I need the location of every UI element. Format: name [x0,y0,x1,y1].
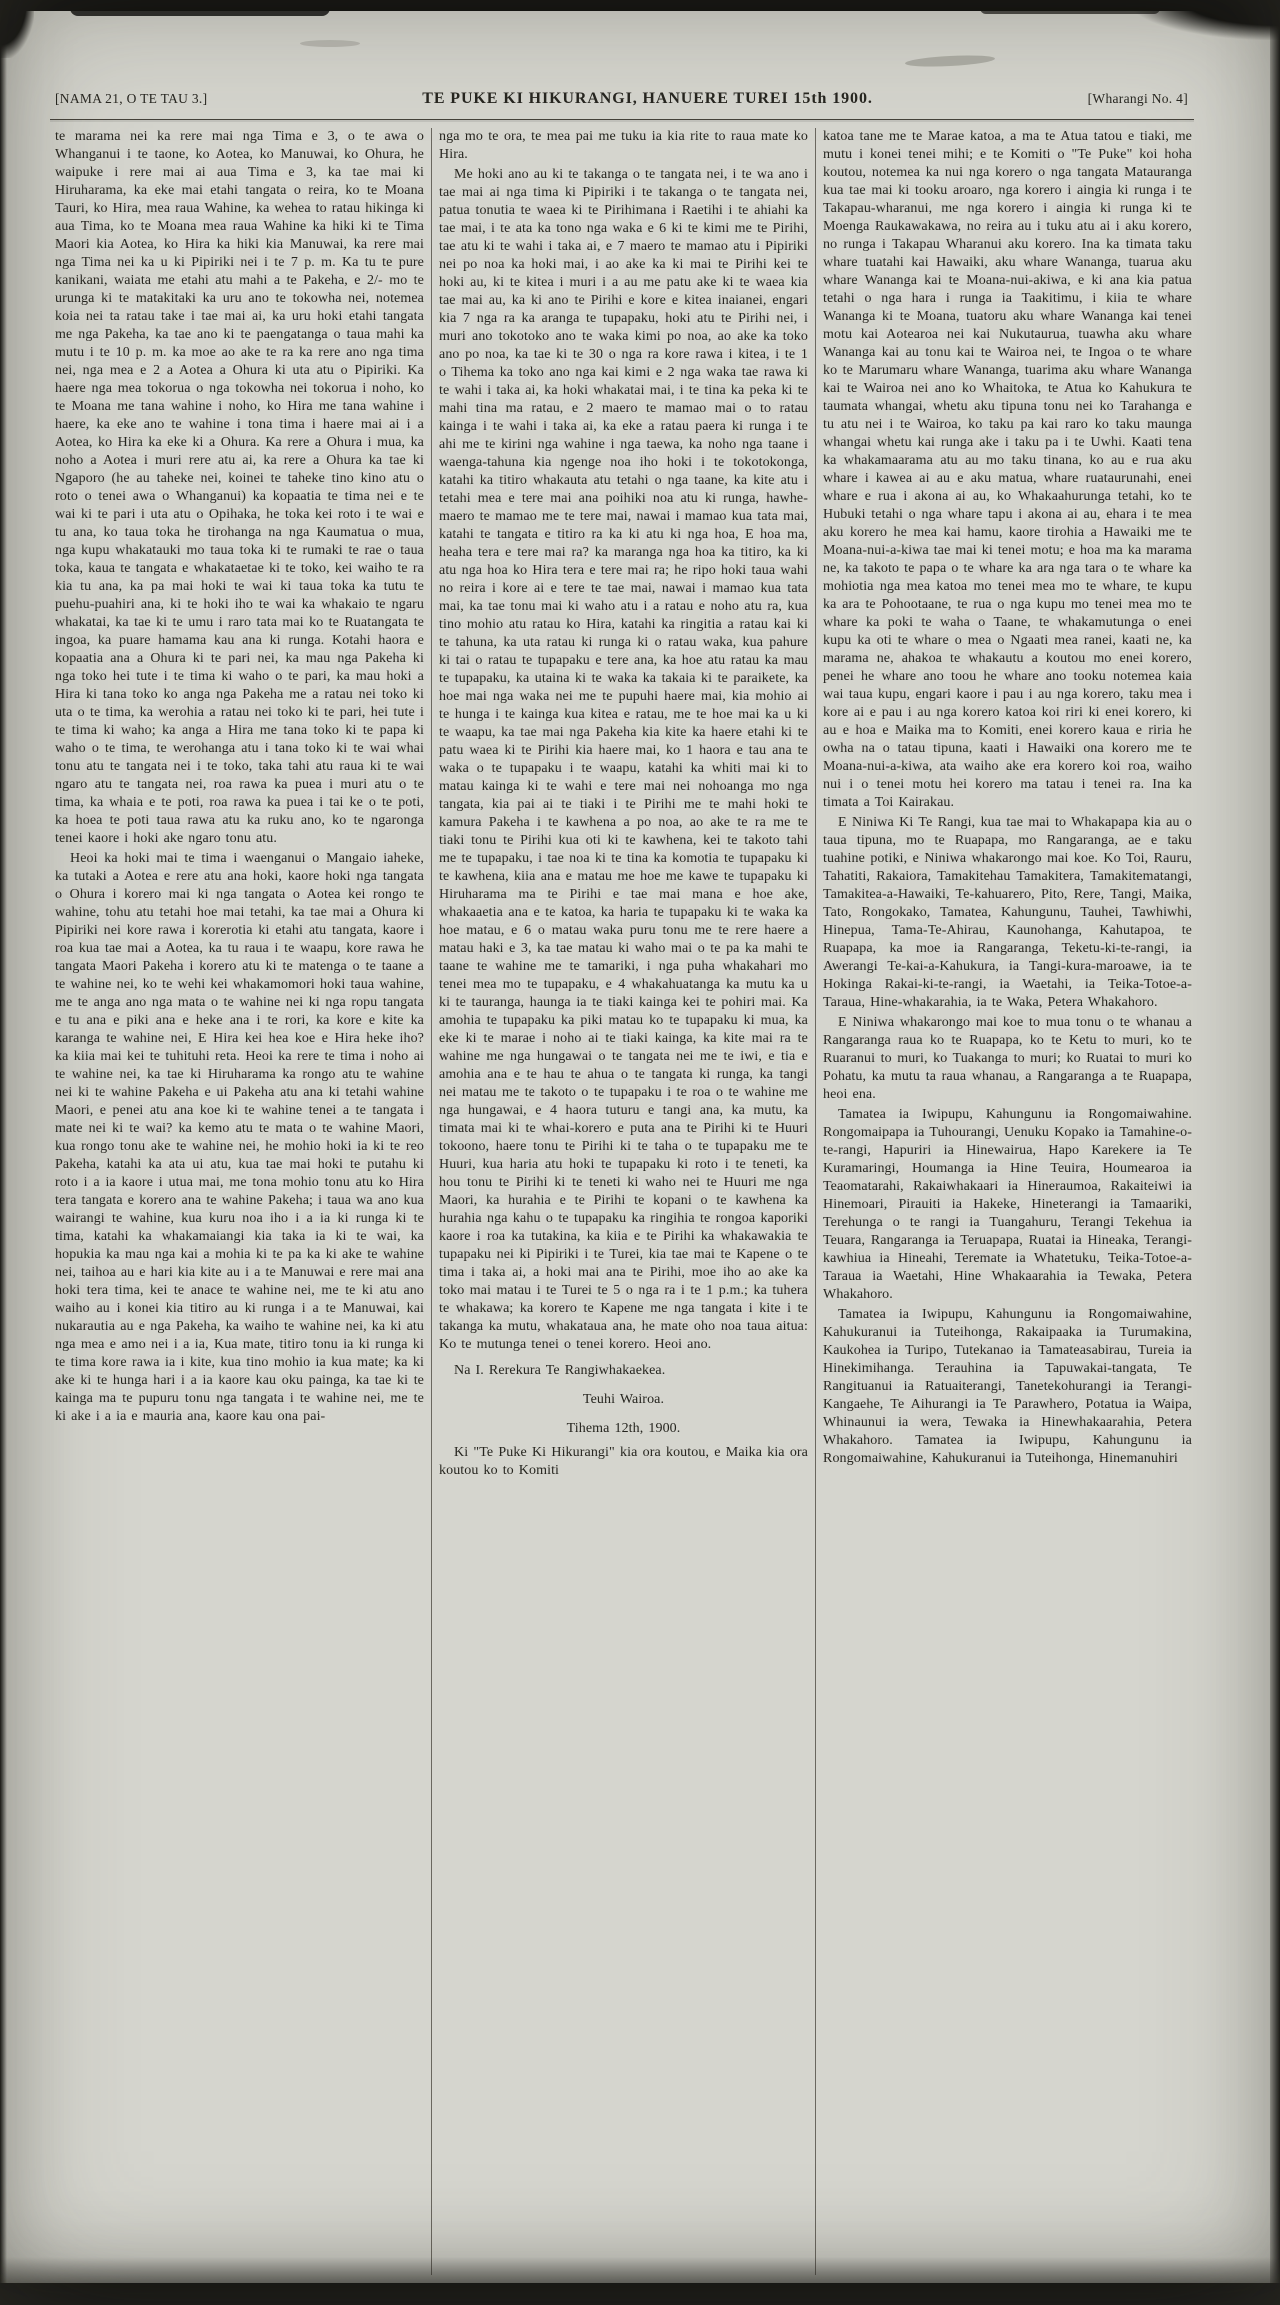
newspaper-title: TE PUKE KI HIKURANGI, HANUERE TUREI 15th 1900. [422,90,873,107]
column-2 [439,128,808,2275]
scan-smudge [905,54,995,69]
column-divider [815,128,816,2275]
paragraph: Na I. Rerekura Te Rangiwhakaekea. [454,1363,666,1378]
paragraph: Tamatea ia Iwipupu, Kahungunu ia Rongomaiwahine, Kahukuranui ia Tuteihonga, Rakaipaaka ia Turumakina, Kaukohea ia Turipo, Tutekanao ia Tamateasabirau, Tureia ia Hinekimihanga. Terauhina ia Tapuwakai-tangata, Te Rangituanui ia Ratuaiterangi, Tanetekohurangi ia Terangi-Kangaehe, Te Aihurangi ia Te Parawhero, Potatua ia Waipa, Whinaunui ia wera, Tewaka ia Hinewhakaarahia, Petera Whakahoro. Tamatea ia Iwipupu, Kahungunu ia Rongomaiwahine, Kahukuranui ia Tuteihonga, Hinemanuhiri [823,1307,1192,1466]
masthead [55,90,1188,108]
scan-edge-left [0,0,7,2305]
article-columns [55,128,1192,2275]
page-number: [Wharangi No. 4] [1087,91,1188,106]
paragraph: Tihema 12th, 1900. [566,1421,681,1436]
paragraph: E Niniwa Ki Te Rangi, kua tae mai to Whakapapa kia au o taua tipuna, mo te Ruapapa, mo Rangaranga, ae e taku tuahine potiki, e Niniwa whakarongo mai koe. Ko Toi, Rauru, Tahatiti, Rakaiora, Tamakitehau Tamakitera, Tamakitematangi, Tamakitea-a-Hawaiki, Te-kahuarero, Pito, Rere, Tangi, Maika, Tato, Rongokako, Tamatea, Kahungunu, Tauhei, Tawhiwhi, Hinepua, Tama-Te-Ahirau, Kaunohanga, Kahutapoa, te Ruapapa, ka moe ia Rangaranga, Teketu-ki-te-rangi, ia Awerangi Te-kai-a-Kahukura, ia Tangi-kura-maroawe, ia te Hokinga Rakai-ki-te-rangi, ia Waetahi, ia Teika-Totoe-a-Taraua, Hine-whakarahia, ia te Waka, Petera Whakahoro. [823,815,1192,1010]
column-divider [431,128,432,2275]
column-1 [55,128,424,2275]
scan-edge-right [1270,0,1280,2305]
paragraph: nga mo te ora, te mea pai me tuku ia kia rite to raua mate ko Hira. [439,129,808,162]
paragraph: te marama nei ka rere mai nga Tima e 3, o te awa o Whanganui i te taone, ko Aotea, ko Manuwai, ko Ohura, he waipuke i rere mai ai aua Tima e 3, ka tae mai ki Hiruharama, ka eke mai etahi tangata o reira, ko te Moana Tauri, ko Hira, mea raua Wahine, ka wehea to ratau hikinga ki aua Tima, ko te Moana mea raua Wahine ka hiki ki te Tima Maori kia Aotea, ko Hira ka hiki kia Manuwai, ka rere mai nga Tima nei ka u ki Pipiriki nei i te 7 p. m. Ka tu te pure kanikani, waiata me etahi atu mahi a te Pakeha, e 2/- mo te urunga ki te matakitaki ka uru ano te tokowha nei, notemea koia nei ta ratau take i tae mai ai, ka uru hoki etahi tangata me nga Pakeha, ka tae ano ki te paengatanga o taua mahi ka mutu i te 10 p. m. ka moe ao ake te ra ka rere ano nga tima nei, nga mea e 2 a Aotea a Ohura ki uta atu o Pipiriki. Ka haere nga mea tokorua o nga tokowha nei tokorua i noho, ko te Moana me tana wahine i noho, ko Hira me tana wahine i haere, ka eke ano te wahine i tona tima i haere mai ai i a Aotea, ko Hira ka eke ki a Ohura. Ka rere a Ohura i mua, ka noho a Aotea i muri rere atu ai, ka rere a Ohura ka tae ki Ngaporo (he au taheke nei, koinei te taheke tino kino atu o roto o tenei awa o Whanganui) ka kopaatia te tima nei e te wai ki te pari i uta atu o Opihaka, he toka kei roto i te wai e tu ana, ko taua toka he tirohanga na nga Kaumatua o mua, nga kupu whakatauki mo taua toka ki te rumaki te rae o taua toka, kaua te tangata e whakataetae ki te toko, kei waiho te ra kia tu ana, ka pa mai hoki te wai ki taua toka ka tutu te puehu-puahiri ana, ki te hoki iho te wai ka whakaio te ngaru whakatai, ka tae ki te umu i raro tata mai ko te Ruatangata te ingoa, ka puare hamama kau ana ki runga. Kotahi haora e kopaatia ana a Ohura ki te pari nei, ka mau nga Pakeha ki nga toko hei tute i te tima ki waho o te pari, ka mau hoki a Hira ki tana toko ko anga nga Pakeha me a ratau nei toko ki uta o te tima, ka werohia a ratau nei toko ki te pari, hei tute i te tima ki waho; ka anga a Hira me tana toko ki te papa ki waho o te tima, te werohanga atu i tana toko ki te wai whai tonu atu te tangata nei i te toko, taka tahi atu raua ki te wai ngaro atu te tangata nei, roa rawa ka puea i muri atu o te tima, ka whaia e te poti, roa rawa ka puea i tai ke o te poti, ka hoea te poti taua rawa atu ka ruku ano, ko te ngaronga tenei kaore i hoki ake ngaro tonu atu. [55,129,424,846]
paragraph: Ki "Te Puke Ki Hikurangi" kia ora koutou, e Maika kia ora koutou ko to Komiti [439,1445,808,1478]
paragraph: Heoi ka hoki mai te tima i waenganui o Mangaio iaheke, ka tutaki a Aotea e rere atu ana hoki, kaore hoki nga tangata o Ohura i korero mai ki nga tangata o Aotea kei rongo te wahine, tohu atu tetahi hoe mai tetahi, ka tae mai a Ohura ki Pipiriki nei kore rawa i korerotia ki etahi atu tangata, kaore i roa kua tae mai a Aotea, ka tu raua i te waapu, kore rawa he tangata Maori Pakeha i korero atu ki te matenga o te taane a te wahine nei, ko te wehi kei whakamomori hoki taua wahine, me te anga ano nga mata o te wahine nei ki nga ropu tangata e tu ana e piki ana e heke ana i te rori, ka kore e kite ka karanga te wahine nei, E Hira kei hea koe e Hira heke iho? ka kiia mai kei te tuhituhi reta. Heoi ka rere te tima i noho ai te wahine nei, ka tae ki Hiruharama ka rongo atu te wahine nei ki te wahine Pakeha e ui Pakeha atu ana ki tetahi wahine Maori, e penei atu ana koe ki te wahine tenei a te tangata i mate nei ki te wai? ka kemo atu te mata o te wahine Maori, kua rongo tonu ake te wahine nei, he mohio hoki ia ki te reo Pakeha, katahi ka ata ui atu, kua tae mai hoki te putahu ki roto i a ia kaore i utua mai, me tona mohio tonu atu ko Hira tera tangata e korero ana te wahine Pakeha; i taua wa ano kua wairangi te wahine, kua kuru noa iho i a ia ki runga ki te tima, katahi ka whakamaiangi kia taka ia ki te wai, ka hopukia ka mau nga kai a mohia ki te pa ka ki ake te wahine nei, taihoa au e hari kia kite au i a te Manuwai e rere mai ana hoki tera tima, kei te anace te wahine nei, me te ki atu ano waiho au i konei kia titiro au ki runga i a te Manuwai, kai nukarautia au e nga Pakeha, ka waiho te wahine nei, ka ki atu nga mea e amo nei i a ia, Kua mate, titiro tonu ia ki runga ki te tima kore rawa ia i kite, kua tino mohio ia kua mate; ka ki ake ki te hunga hari i a ia kaore kau oku painga, ka tae ki te kainga ma te pupuru tonu nga tangata i te wahine nei, me te ki ake i a ia e mauria ana, kaore kau ona pai- [55,851,424,1424]
scan-corner-artifact [1130,0,1280,40]
paragraph: Me hoki ano au ki te takanga o te tangata nei, i te wa ano i tae mai ai nga tima ki Pipiriki i te takanga o te tangata nei, patua tonutia te waea ki te Pirihimana i Raetihi i te ahiahi ka tae mai, i te ata ka tono nga waka e 6 ki te kimi me te Pirihi, tae atu ki te wahi i taka ai, e 7 maero te mamao atu i Pipiriki nei po noa ka hoki mai, i ao ake ka ki mai te Pirihi kei te hoki au, ki te kitea i muri i a au me patu ake ki te waea kia tae mai au, ka ki ano te Pirihi e kore e kitea inaianei, engari kia 7 nga ra ka aranga te tupapaku, hoki atu te Pirihi nei, i muri ano tokotoko ano te waka kimi po noa, ao ake ka toko ano po noa, ka tae ki te 30 o nga ra kore rawa i kitea, i te 1 o Tihema ka toko ano nga kai kimi e 2 nga waka tae rawa ki te wahi i taka ai, ka hoki whakatai mai, i te tina ka peka ki te mahi tina ma ratau, e 2 maero te mamao mai o to ratau kainga i te wahi i taka ai, ka eke a ratau paera ki runga i te ahi me te kirini nga wahine i nga taewa, ka noho nga taane i waenga-tahuna kia ngenge noa iho hoki i te tokotokonga, katahi ka titiro whakauta atu tetahi o nga taane, ka kite atu i tetahi mea e tere mai ana poihiki noa atu ki runga, hawhe-maero te mamao me te tere mai, nawai i mamao kua tata mai, katahi te tangata e titiro ra ka ki atu ki nga hoa, E hoa ma, heaha tera e tere mai ra? ka maranga nga hoa ka titiro, ka ki atu nga hoa ko Hira tera e tere mai ra; he ripo hoki taua wahi no reira i kore ai e tere te tae mai, nawai i mamao kua tata mai, ka tae tonu mai ki waho atu i a ratau e noho atu ra, kua tino mohio atu ratau ko Hira, katahi ka ringitia a ratau kai ki te tahuna, ka uta ratau ki runga ki o ratau waka, kua pahure ki tai o ratau te tupapaku e tere ana, ka hoe atu ratau ka mau te tupapaku, ka utaina ki te waka ka takaia ki te paraikete, ka hoe mai nga waka nei me te pupuhi haere mai, kia mohio ai te hunga i te kainga kua kitea e ratau, me te hoe mai ka u ki te waapu, ka tae mai nga Pakeha kia kite ka haere etahi ki te patu waea ki te Pirihi kia haere mai, ko 1 haora e tau ana te waka o te tupapaku i te waapu, katahi ka whiti mai ki to matau kainga ki te wahi e tere mai nei nohoanga mo nga tangata, kia pai ai te tiaki i te Pirihi me te mahi hoki te kamura Pakeha i te kawhena a po noa, ao ake te ra me te tiaki tonu te Pirihi kua oti ki te kawhena, kei te takoto tahi me te tupapaku, i tae noa ki te tina ka komotia te tupapaku ki te kawhena, kiia ana e matau me hoe me kawe te tupapaku ki Hiruharama ma te Pirihi e tae mai mana e hoe ake, whakaaetia ana e te katoa, ka haria te tupapaku ki te waka ka hoe matau, e 6 o matau waka puru tonu me te rere haere a matau haki e 3, ka tae matau ki waho mai o te pa ka mahi te taane te wahine me te tamariki, i nga puha whakahari mo tenei mea mo te tupapaku, e 4 whakahuatanga ka mutu ka u ki te tauranga, haunga ia te tiaki kainga kei te pohiri mai. Ka amohia te tupapaku ka piki matau ko te tupapaku ki mua, ka eke ki te marae i noho ai te tiaki kainga, ka kite mai ra te wahine me nga hungawai o te tangata nei me te iwi, e tia e amohia ana e te hau te ahua o te tangata ki runga, ka tangi nei matau me te takoto o te tupapaku i te roa o te wahine me nga hungawai, e 4 haora tuturu e tangi ana, ka mutu, ka timata mai ki te whai-korero e puta ana te Pirihi ki te Huuri tokoono, haere tonu te Pirihi ki te taha o te tupapaku me te Huuri, kua haria atu hoki te tupapaku ki roto i te teneti, ka hou tonu te Pirihi ki te teneti ki waho nei te Huuri me nga Maori, ka hurahia e te Pirihi te kopani o te kawhena ka hurahia nga kahu o te tupapaku ka ringihia te rongoa kaporiki kaore i roa ka tutakina, ka kiia e te Pirihi ka whakawakia te tupapaku nei ki Pipiriki i te Turei, kia tae mai te Kapene o te tima i taka ai, a hoki mai ana te Pirihi, moe iho ao ake ka toko mai matau i te Turei te 5 o nga ra i te 1 p.m.; ka tuhera te whakawa; ka korero te Kapene me nga tangata i kite i te takanga ka mutu, whakataua ana, he mate oho noa taua aitua: Ko te mutunga tenei o tenei korero. Heoi ano. [439,167,808,1352]
paragraph: E Niniwa whakarongo mai koe to mua tonu o te whanau a Rangaranga raua ko te Ruapapa, ko te Ketu to muri, ko te Ruaranui to muri, ko Tuakanga to muri; ko Ruatai to muri ko Pohatu, ka mutu ta raua whanau, a Rangaranga a te Ruapapa, heoi ena. [823,1015,1192,1102]
masthead-rule [50,119,1194,120]
scan-edge-bottom [0,2283,1280,2305]
scan-smudge [300,40,360,47]
column-3 [823,128,1192,2275]
scan-edge-bottom-fade [0,2257,1280,2283]
issue-number: [NAMA 21, O TE TAU 3.] [55,91,208,106]
paragraph: Teuhi Wairoa. [582,1392,665,1407]
scan-edge-artifact [70,8,330,16]
paragraph: Tamatea ia Iwipupu, Kahungunu ia Rongomaiwahine. Rongomaipapa ia Tuhourangi, Uenuku Kopako ia Tamahine-o-te-rangi, Hapuriri ia Hinewairua, Hapo Karekere ia Te Kuramaringi, Houmanga ia Hine Teuira, Houmearoa ia Teaomatarahi, Rakaiwhakaari ia Hineraumoa, Rakaiteiwi ia Hinemoari, Pirauiti ia Hakeke, Hineterangi ia Tamaariki, Terehunga o te rangi ia Tuangahuru, Terangi Tekehua ia Teuara, Rangaranga ia Teruapapa, Ruatai ia Hineaka, Terangi-kawhiua ia Hineahi, Teremate ia Whatetuku, Teika-Totoe-a-Taraua ia Waetahi, Hine Whakaarahia ia Tewaka, Petera Whakahoro. [823,1107,1192,1302]
paragraph: katoa tane me te Marae katoa, a ma te Atua tatou e tiaki, me mutu i konei tenei mihi; e te Komiti o "Te Puke" koi hoha koutou, notemea ka nui nga korero o nga tangata Matauranga kua tae mai ki tooku aroaro, nga korero i aingia ki runga i te Takapau-wharanui, me nga korero i aingia ki runga ki te Moenga Raukawakawa, no reira au i tuku atu ai i aku korero, no runga i Takapau Wharanui aku korero. Ina ka timata taku whare tuatahi kai Hawaiki, aku whare Wananga, tuarua aku whare Wananga kai te Moana-nui-akiwa, e ki ana kia patua tetahi o nga hara i runga ia Taakitimu, i kiia te whare Wananga ki te Moana, tuatoru aku whare Wananga kai tenei motu kai Aotearoa nei kai Nukutaurua, tuawha aku whare Wananga kai au tonu kai te Wairoa nei, te Ingoa o te whare ko te Marumaru whare Wananga, tuarima aku whare Wananga kai te Wairoa nei ano ko Whaitoka, te Atua ko Kahukura te taumata whangai, whetu aku tipuna tonu nei ko Tarahanga e tu atu nei i te Wairoa, ko taku pa kai raro ko taku maunga whangai whetu kai runga ake i taku pa i te Uwhi. Kaati tena ka whakamaarama atu au mo taku tinana, ko au e rua aku whare i kawea ai au e aku matua, whare ruataurunahi, enei whare e rua i akona ai au, ko Whakaahurunga tetahi, ko te Hubuki tetahi o nga whare tapu i akona ai au, ehara i te mea aku korero he mea kai hamu, kaore tirohia a Hawaiki me te Moana-nui-a-kiwa tae mai ki tenei motu; e hoa ma ka marama ne, ka takoto te papa o te whare ka ara nga tara o te whare ka mohiotia nga mea katoa mo tenei mea mo te whare, te kupu ka ara te Pohootaane, te rua o nga kupu mo tenei mea mo te whare ka poki te waha o Taane, te whakamutunga o enei kupu ka oti te whare o mea o Ngaati mea ranei, kaati ne, ka marama ne, ahakoa te whakautu a koutou mo enei korero, penei he whare ano toou he whare ano tooku notemea kaia wai taua kupu, engari kaore i pau i au nga korero, taku mea i kore ai e pau i au nga korero katoa koi riri ki enei korero, ki au e hoa e Maika ma to Komiti, enei korero kaua e riria he owha na o tatau tipuna, kaati i Hawaiki ona korero me te Moana-nui-a-kiwa, ata waiho ake era korero koi roa, waiho nui i o tenei motu hei korero ma tatau i tenei ra. Ina ka timata a Toi Kairakau. [823,129,1192,810]
